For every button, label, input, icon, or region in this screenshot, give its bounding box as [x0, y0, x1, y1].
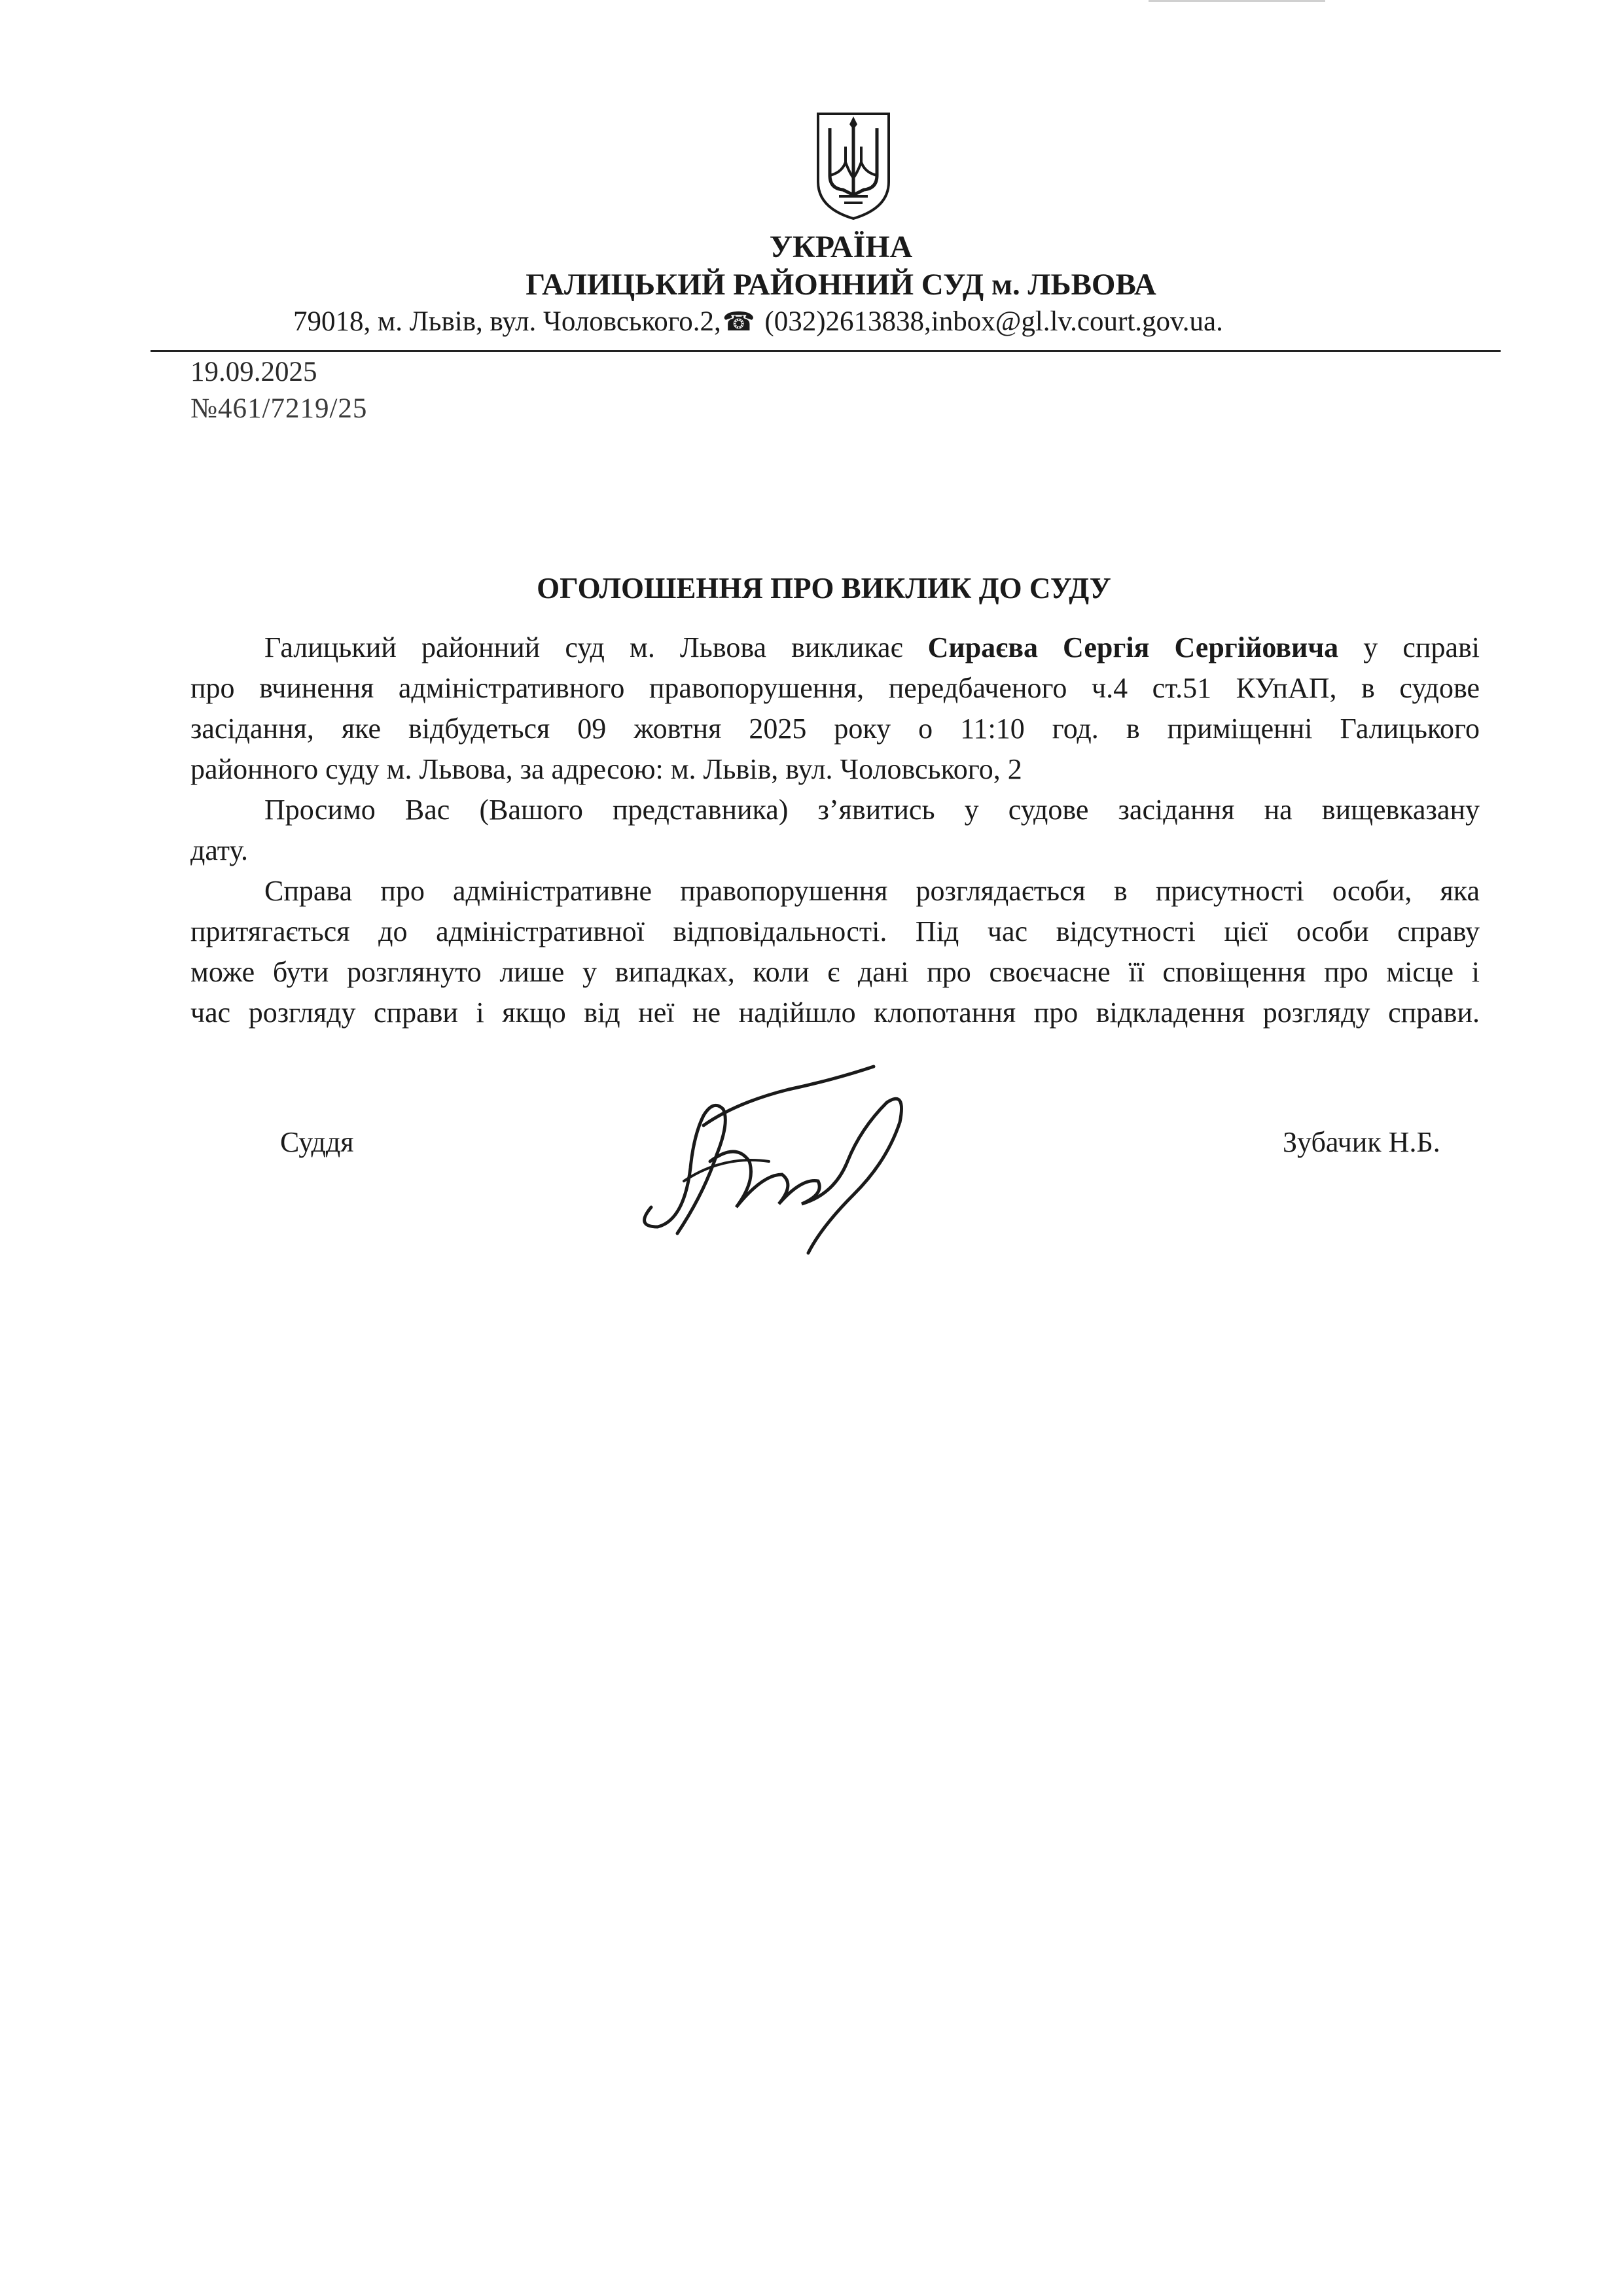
- paragraph-1-line-4: районного суду м. Львова, за адресою: м. Львів, вул. Чоловського, 2: [190, 753, 1022, 785]
- court-contacts: [293, 308, 1223, 336]
- judge-signature-icon: [638, 1063, 939, 1260]
- paragraph-3-line-2: притягається до адміністративної відповідальності. Під час відсутності цієї особи справу: [190, 915, 1480, 947]
- paragraph-3-line-4: час розгляду справи і якщо від неї не надійшло клопотання про відкладення розгляду справи.: [190, 997, 1480, 1029]
- paragraph-3-line-1: Справа про адміністративне правопорушення розглядається в присутності особи, яка: [264, 875, 1480, 907]
- paragraph-2-line-2: дату.: [190, 834, 249, 866]
- trident-emblem-icon: [813, 110, 894, 221]
- country-heading: УКРАЇНА: [769, 230, 913, 264]
- paragraph-2-line-1: Просимо Вас (Вашого представника) з’явитись у судове засідання на вищевказану: [264, 794, 1480, 826]
- paragraph-1-line-1: [264, 633, 1480, 662]
- court-name-heading: ГАЛИЦЬКИЙ РАЙОННИЙ СУД м. ЛЬВОВА: [526, 268, 1156, 302]
- paragraph-1-line-2: про вчинення адміністративного правопорушення, передбаченого ч.4 ст.51 КУпАП, в судове: [190, 672, 1480, 704]
- court-phone-email: (032)2613838,inbox@gl.lv.court.gov.ua.: [757, 306, 1223, 337]
- text-segment: у справі: [1338, 631, 1480, 663]
- judge-name: Зубачик Н.Б.: [1283, 1126, 1440, 1158]
- paragraph-3-line-3: може бути розглянуто лише у випадках, коли є дані про своєчасне її сповіщення про місце і: [190, 956, 1480, 988]
- document-title: ОГОЛОШЕННЯ ПРО ВИКЛИК ДО СУДУ: [537, 572, 1111, 605]
- summoned-person-name: Сираєва Сергія Сергійовича: [927, 631, 1339, 663]
- document-number: №461/7219/25: [190, 393, 368, 424]
- document-date: 19.09.2025: [190, 357, 317, 387]
- text-segment: Галицький районний суд м. Львова викликає: [264, 631, 928, 663]
- phone-icon: ☎: [722, 307, 755, 336]
- court-address: 79018, м. Львів, вул. Чоловського.2,: [293, 306, 721, 337]
- paragraph-1-line-3: засідання, яке відбудеться 09 жовтня 2025 року о 11:10 год. в приміщенні Галицького: [190, 713, 1480, 745]
- judge-role-label: Суддя: [280, 1126, 354, 1158]
- scan-artifact-line: [1149, 0, 1325, 2]
- header-divider: [151, 350, 1501, 352]
